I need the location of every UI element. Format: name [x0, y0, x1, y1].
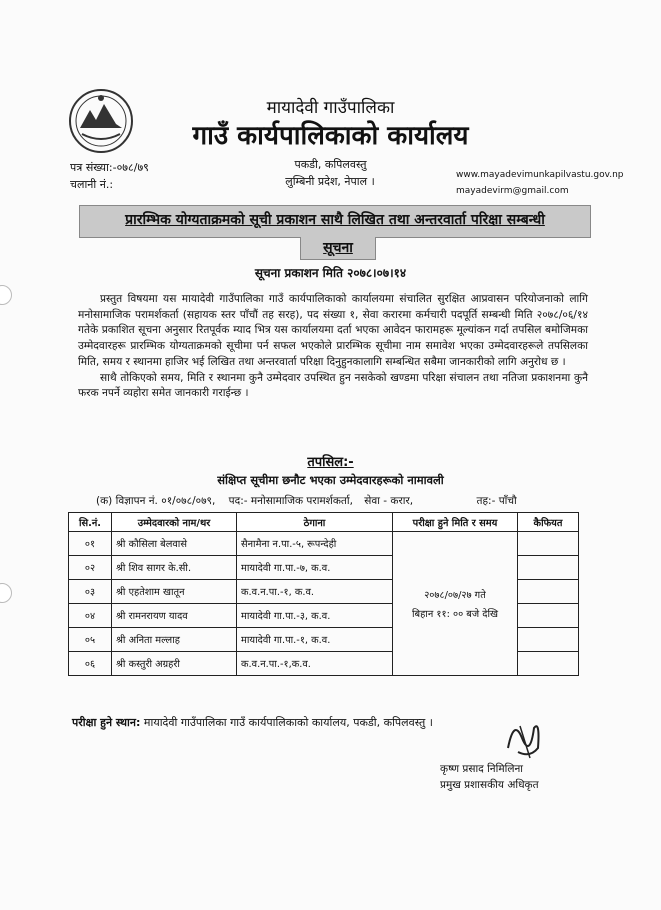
column-header: कैफियत	[518, 513, 579, 532]
candidate-address: क.व.न.पा.-१,क.व.	[237, 652, 393, 676]
office-place: पकडी, कपिलवस्तु	[294, 158, 367, 171]
office-name: गाउँ कार्यपालिकाको कार्यालय	[192, 121, 469, 151]
remarks-cell	[518, 628, 579, 652]
serial-number: ०१	[69, 532, 112, 556]
serial-number: ०४	[69, 604, 112, 628]
signatory-name: कृष्ण प्रसाद निमिलिना	[440, 763, 524, 775]
remarks-cell	[518, 532, 579, 556]
candidate-address: मायादेवी गा.पा.-१, क.व.	[237, 628, 393, 652]
email: mayadevirm@gmail.com	[456, 186, 569, 196]
candidate-name: श्री अनिता मल्लाह	[112, 628, 237, 652]
punch-hole	[0, 583, 12, 603]
candidate-table	[68, 512, 579, 676]
punch-hole	[0, 285, 12, 305]
serial-number: ०६	[69, 652, 112, 676]
remarks-cell	[518, 556, 579, 580]
exam-time: बिहान ११: ०० बजे देखि	[411, 608, 499, 620]
body-paragraph: साथै तोकिएको समय, मिति र स्थानमा कुनै उम्मेदवार उपस्थित हुन नसकेको खण्डमा परिक्षा संचालन तथा नतिजा प्रकाशनमा कुनै फरक नपर्ने व्यहोरा समेत जानकारी गराईन्छ ।	[78, 371, 588, 400]
notice-label: सूचना	[300, 237, 376, 260]
exam-place	[72, 715, 433, 730]
exam-place-label: परीक्षा हुने स्थान:	[72, 716, 141, 729]
serial-number: ०३	[69, 580, 112, 604]
column-header: उम्मेदवारको नाम/थर	[112, 513, 237, 532]
candidate-address: मायादेवी गा.पा.-३, क.व.	[237, 604, 393, 628]
dispatch-number: चलानी नं.:	[70, 178, 114, 191]
title-banner: प्रारम्भिक योग्यताक्रमको सूची प्रकाशन साथै लिखित तथा अन्तरवार्ता परिक्षा सम्बन्धी	[79, 205, 591, 238]
level: तह:- पाँचौ	[476, 495, 517, 507]
table-row	[69, 532, 579, 556]
column-header: ठेगाना	[237, 513, 393, 532]
exam-date: २०७८/०७/२७ गते	[424, 589, 486, 601]
municipality-name: मायादेवी गाउँपालिका	[266, 98, 395, 118]
signatory-designation: प्रमुख प्रशासकीय अधिकृत	[440, 779, 539, 791]
exam-place-value: मायादेवी गाउँपालिका गाउँ कार्यपालिकाको कार्यालय, पकडी, कपिलवस्तु ।	[143, 716, 433, 729]
exam-date-time	[393, 532, 518, 676]
remarks-cell	[518, 604, 579, 628]
advertisement-details	[96, 494, 616, 508]
post-name: पद:- मनोसामाजिक परामर्शकर्ता,	[228, 495, 353, 507]
ad-number: (क) विज्ञापन नं. ०१/०७८/०७९,	[96, 495, 216, 507]
candidate-name: श्री रामनरायण यादव	[112, 604, 237, 628]
column-header: सि.नं.	[69, 513, 112, 532]
remarks-cell	[518, 652, 579, 676]
signature-icon	[500, 708, 550, 763]
website: www.mayadevimunkapilvastu.gov.np	[456, 170, 624, 180]
body-paragraph: प्रस्तुत विषयमा यस मायादेवी गाउँपालिका गाउँ कार्यपालिकाको कार्यालयमा संचालित सुरक्षित आप्रवासन परियोजनाको लागि मनोसामाजिक परामर्शकर्ता (सहायक स्तर पाँचौं तह सरह), पद संख्या १, सेवा करारमा कर्मचारी पदपूर्ति सम्बन्धी मिति २०७८/०६/१४ गतेके प्रकाशित सूचना अनुसार रितपूर्वक म्याद भित्र यस कार्यालयमा दर्ता भएका आवेदन फारामहरू मूल्यांकन गर्दा तपसिल बमोजिमका उम्मेदवारहरू प्रारम्भिक योग्यताक्रमको सूचीमा पर्न सफल भएकोले प्रारम्भिक सूचीमा नाम समावेश भएका उम्मेदवारहरूले तपसिलका मिति, समय र स्थानमा हाजिर भई लिखित तथा अन्तरवार्ता परिक्षा दिनुहुनकालागि सम्बन्धित सबैमा जानकारीको लागि अनुरोध छ ।	[78, 293, 588, 368]
candidate-name: श्री एहतेशाम खातून	[112, 580, 237, 604]
serial-number: ०५	[69, 628, 112, 652]
candidate-name: श्री शिव सागर के.सी.	[112, 556, 237, 580]
serial-number: ०२	[69, 556, 112, 580]
office-province: लुम्बिनी प्रदेश, नेपाल ।	[285, 175, 375, 188]
candidate-address: मायादेवी गा.पा.-७, क.व.	[237, 556, 393, 580]
notice-body	[78, 292, 588, 402]
publish-date: सूचना प्रकाशन मिति २०७८।०७।१४	[254, 266, 407, 280]
candidate-name: श्री कस्तुरी अग्रहरी	[112, 652, 237, 676]
remarks-cell	[518, 580, 579, 604]
schedule-heading: तपसिल:-	[307, 455, 354, 470]
candidate-name: श्री कौसिला बेलवासे	[112, 532, 237, 556]
table-header-row	[69, 513, 579, 532]
service-type: सेवा - करार,	[364, 495, 414, 507]
candidate-address: सैनामैना न.पा.-५, रूपन्देही	[237, 532, 393, 556]
candidate-address: क.व.न.पा.-१, क.व.	[237, 580, 393, 604]
column-header: परीक्षा हुने मिति र समय	[393, 513, 518, 532]
letter-number: पत्र संख्या:-०७८/७९	[70, 161, 149, 174]
schedule-subheading: संक्षिप्त सूचीमा छनौट भएका उम्मेदवारहरूको नामावली	[217, 473, 444, 487]
